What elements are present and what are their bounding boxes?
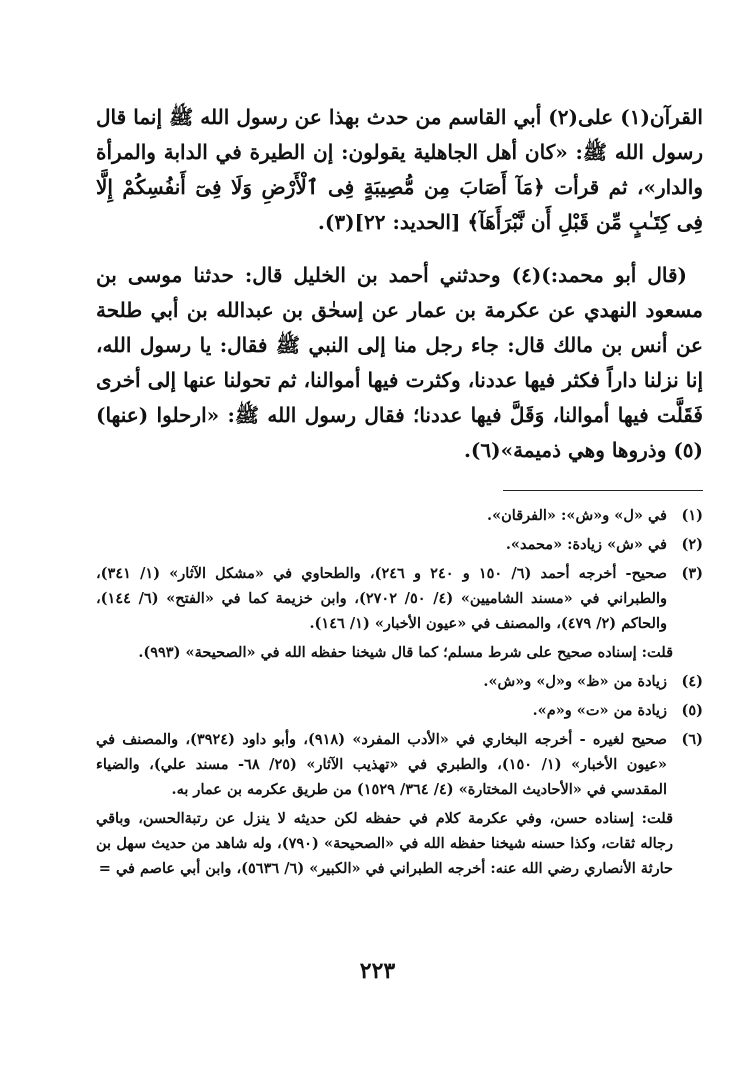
footnote-text: في «ل» و«ش»: «الفرقان». — [487, 507, 667, 524]
footnote — [96, 698, 703, 723]
footnote-number: (٤) — [681, 673, 703, 690]
footnote-text: في «ش» زيادة: «محمد». — [505, 536, 667, 553]
footnote-text: قلت: إسناده حسن، وفي عكرمة كلام في حفظه لكن حديثه لا ينزل عن رتبةالحسن، وباقي رجاله ثقات، وكذا حسنه شيخنا حفظه الله في «الصحيحة» (٧٩٠)، وله شاهد من حديث سهل بن حارثة الأنصاري رضي الله عنه: أخرجه الطبراني في «الكبير» (٦/ ٥٦٣٦)، وابن أبي عاصم في = — [96, 810, 674, 877]
footnote-number: (٢) — [681, 536, 703, 553]
footnote-text: زيادة من «ت» و«م». — [532, 702, 667, 719]
page-body — [96, 100, 703, 885]
main-text — [96, 100, 703, 468]
footnote-text: صحيح لغيره - أخرجه البخاري في «الأدب المفرد» (٩١٨)، وأبو داود (٣٩٢٤)، والمصنف في «عيون الأخبار» (١/ ١٥٠)، والطبري في «تهذيب الآثار» (٢٥/ ٦٨- مسند علي)، والضياء المقدسي في «الأحاديث المختارة» (٤/ ٣٦٤/ ١٥٢٩) من طريق عكرمه بن عمار به. — [96, 731, 667, 798]
footnote — [96, 561, 703, 636]
footnote — [96, 669, 703, 694]
footnote-continuation — [96, 640, 703, 665]
footnote-continuation — [96, 806, 703, 881]
footnote-text: زيادة من «ظ» و«ل» و«ش». — [483, 673, 667, 690]
footnote-text: قلت: إسناده صحيح على شرط مسلم؛ كما قال شيخنا حفظه الله في «الصحيحة» (٩٩٣). — [138, 644, 673, 661]
footnote-text: صحيح- أخرجه أحمد (٦/ ١٥٠ و ٢٤٠ و ٢٤٦)، والطحاوي في «مشكل الآثار» (١/ ٣٤١)، والطبراني في «مسند الشاميين» (٤/ ٥٠/ ٢٧٠٢)، وابن خزيمة كما في «الفتح» (٦/ ١٤٤)، والحاكم (٢/ ٤٧٩)، والمصنف في «عيون الأخبار» (١/ ١٤٦). — [96, 565, 667, 632]
footnote-number: (٥) — [681, 702, 703, 719]
paragraph-2: (قال أبو محمد:)(٤) وحدثني أحمد بن الخليل قال: حدثنا موسى بن مسعود النهدي عن عكرمة بن عمار عن إسحٰق بن عبدالله بن أبي طلحة عن أنس بن مالك قال: جاء رجل منا إلى النبي ﷺ فقال: يا رسول الله، إنا نزلنا داراً فكثر فيها عددنا، وكثرت فيها أموالنا، ثم تحولنا عنها إلى أخرى فَقَلَّت فيها أموالنا، وَقَلَّ فيها عددنا؛ فقال رسول الله ﷺ: «ارحلوا (عنها)(٥) وذروها وهي ذميمة»(٦). — [96, 263, 703, 462]
page-number: ٢٢٣ — [359, 958, 396, 984]
footnotes — [96, 503, 703, 881]
footnote — [96, 532, 703, 557]
footnote-divider — [503, 490, 703, 491]
footnote — [96, 727, 703, 802]
footnote-number: (٦) — [681, 731, 703, 748]
footnote — [96, 503, 703, 528]
footnote-number: (١) — [681, 507, 703, 524]
footnote-number: (٣) — [681, 565, 703, 582]
paragraph-1: القرآن(١) على(٢) أبي القاسم من حدث بهذا عن رسول الله ﷺ إنما قال رسول الله ﷺ: «كان أهل الجاهلية يقولون: إن الطيرة في الدابة والمرأة والدار»، ثم قرأت ﴿مَآ أَصَابَ مِن مُّصِيبَةٍ فِى ٱلْأَرْضِ وَلَا فِىٓ أَنفُسِكُمْ إِلَّا فِى كِتَـٰبٍ مِّن قَبْلِ أَن نَّبْرَأَهَآ﴾ [الحديد: ٢٢](٣). — [96, 105, 703, 234]
